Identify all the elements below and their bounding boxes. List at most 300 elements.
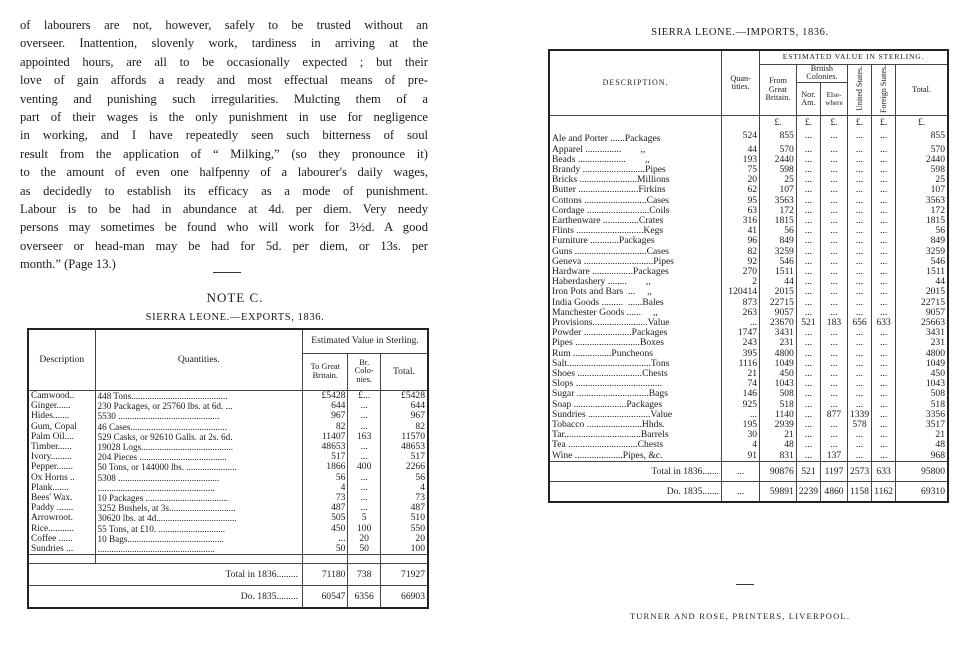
paragraph-line: of labourers are not, however, safely to be trusted without an [20,18,428,32]
import-total-united-states: 1158 [847,481,871,502]
import-value-foreign-states: ... [872,185,896,195]
import-value-united-states: ... [847,216,871,226]
import-value-nor-am: ... [796,216,820,226]
table-row [549,430,948,440]
import-value-total: 3356 [896,410,948,420]
import-description: Apparel ............... ,, [549,145,722,155]
export-quantities: 3252 Bushels, at 3s............................. [95,503,303,513]
import-description: Tea .............................Chests [549,440,722,450]
import-value-total: 21 [896,430,948,440]
import-value-great-britain: 9057 [760,308,797,318]
import-value-elsewhere: ... [821,216,848,226]
export-value-colonies: ... [348,422,380,432]
export-value-great-britain: 4 [303,483,348,493]
import-description: Salt...................................Tons [549,359,722,369]
import-value-nor-am: ... [796,206,820,216]
import-quantity: 96 [722,236,760,246]
import-value-foreign-states: ... [872,349,896,359]
import-value-united-states: ... [847,247,871,257]
paragraph-line: love of gain affords a ready and most effectual means of pre- [20,73,428,88]
import-total-nor-am: 2239 [796,481,820,502]
export-description: Ivory......... [28,452,95,462]
import-description: Sugar ..............................Bags [549,389,722,399]
import-value-elsewhere: ... [821,236,848,246]
import-total-total: 69310 [896,481,948,502]
import-total-total: 95800 [896,461,948,481]
export-description: Gum, Copal [28,422,95,432]
import-value-nor-am: ... [796,440,820,450]
import-quantity: 91 [722,451,760,462]
import-value-foreign-states: ... [872,420,896,430]
table-row [549,175,948,185]
export-value-colonies: 5 [348,513,380,523]
import-description: Iron Pots and Bars ... ,, [549,287,722,297]
import-description: Tar................................Barrels [549,430,722,440]
exports-header-description: Description [28,329,95,391]
export-description: Coffee ...... [28,534,95,544]
import-value-great-britain: 1043 [760,379,797,389]
import-value-foreign-states: ... [872,379,896,389]
import-quantity: ... [722,318,760,328]
table-row [549,338,948,348]
paragraph-line: in working, and I have repeatedly seen such bitterness of soul [20,128,428,143]
import-value-foreign-states: ... [872,236,896,246]
table-row [549,318,948,328]
export-value-great-britain: £5428 [303,391,348,402]
import-value-united-states: ... [847,400,871,410]
import-value-foreign-states: ... [872,216,896,226]
table-row [549,410,948,420]
import-total-nor-am: 521 [796,461,820,481]
import-value-elsewhere: ... [821,185,848,195]
import-quantity: 1747 [722,328,760,338]
import-description: Rum ................Puncheons [549,349,722,359]
import-quantity: 1116 [722,359,760,369]
export-quantities: 204 Pieces ...................................... [95,452,303,462]
right-page [500,0,980,645]
body-paragraph [20,16,428,274]
table-row [549,369,948,379]
export-value-total: £5428 [380,391,428,402]
import-value-foreign-states: ... [872,430,896,440]
import-value-nor-am: ... [796,247,820,257]
export-description: Ginger...... [28,401,95,411]
currency-unit: £. [796,116,820,129]
import-value-united-states: ... [847,185,871,195]
import-quantity: ... [722,410,760,420]
paragraph-line: result from the application of “ Milking,” (so they pronounce it) [20,146,428,161]
import-total-quantity: ... [722,481,760,502]
import-value-great-britain: 4800 [760,349,797,359]
import-value-total: 22715 [896,298,948,308]
export-total-great-britain: 60547 [303,586,348,609]
import-value-foreign-states: ... [872,400,896,410]
import-value-great-britain: 107 [760,185,797,195]
import-value-great-britain: 1140 [760,410,797,420]
import-total-foreign-states: 633 [872,461,896,481]
import-value-total: 231 [896,338,948,348]
table-row [28,422,428,432]
export-value-great-britain: 967 [303,411,348,421]
units-row [549,116,948,129]
import-value-foreign-states: ... [872,267,896,277]
export-description: Plank....... [28,483,95,493]
import-value-united-states: ... [847,328,871,338]
import-value-total: 25 [896,175,948,185]
import-quantity: 146 [722,389,760,399]
export-value-total: 48653 [380,442,428,452]
import-value-nor-am: ... [796,196,820,206]
table-row [549,247,948,257]
export-value-great-britain: ... [303,534,348,544]
import-quantity: 63 [722,206,760,216]
import-value-elsewhere: ... [821,277,848,287]
imports-header-foreign-states: Foreign States. [872,64,896,116]
printer-imprint: TURNER AND ROSE, PRINTERS, LIVERPOOL. [629,611,851,621]
import-total-elsewhere: 4860 [821,481,848,502]
export-description: Pepper....... [28,462,95,472]
export-value-colonies: ... [348,473,380,483]
import-value-nor-am: ... [796,185,820,195]
table-row [549,226,948,236]
import-value-united-states: 656 [847,318,871,328]
import-value-foreign-states: ... [872,226,896,236]
import-value-total: 56 [896,226,948,236]
import-quantity: 395 [722,349,760,359]
import-total-foreign-states: 1162 [872,481,896,502]
table-row [28,564,428,586]
paragraph-line: as decidedly to establish its efficacy as a mode of punishment. [20,183,428,198]
paragraph-line: overseer or head-man may be had for 5d. per diem, or 13s. per [20,238,428,253]
export-value-colonies: ... [348,452,380,462]
import-value-nor-am: ... [796,389,820,399]
import-value-great-britain: 172 [760,206,797,216]
currency-unit: £. [847,116,871,129]
paragraph-line: appointed hours, are all to be occasionally expected ; but their [20,54,428,69]
import-value-foreign-states: ... [872,338,896,348]
table-row [549,359,948,369]
table-row [549,206,948,216]
export-quantities: 50 Tons, or 144000 lbs. ...................... [95,462,303,472]
import-description: Hardware .................Packages [549,267,722,277]
import-value-elsewhere: 183 [821,318,848,328]
import-value-total: 3431 [896,328,948,338]
import-value-united-states: ... [847,298,871,308]
import-value-united-states: 578 [847,420,871,430]
import-value-total: 855 [896,128,948,144]
table-row [549,287,948,297]
import-value-nor-am: ... [796,338,820,348]
import-value-foreign-states: ... [872,206,896,216]
import-quantity: 263 [722,308,760,318]
table-row [549,216,948,226]
paragraph-line: persons may sometimes be found who will work for 3½d. A good [20,220,428,235]
table-row [28,401,428,411]
table-row [28,442,428,452]
import-value-nor-am: ... [796,257,820,267]
table-row [549,451,948,462]
table-spacer [28,555,428,564]
import-quantity: 92 [722,257,760,267]
import-value-united-states: ... [847,257,871,267]
import-value-foreign-states: ... [872,287,896,297]
import-value-nor-am: ... [796,165,820,175]
import-value-foreign-states: ... [872,128,896,144]
import-description: Cottons ..........................Cases [549,196,722,206]
import-total-united-states: 2573 [847,461,871,481]
import-value-foreign-states: ... [872,308,896,318]
import-description: Pipes ...........................Boxes [549,338,722,348]
import-value-nor-am: ... [796,349,820,359]
import-value-foreign-states: ... [872,359,896,369]
import-value-united-states: ... [847,206,871,216]
export-value-total: 11570 [380,432,428,442]
imports-header-nor-am: Nor. Am. [796,83,820,116]
imports-caption: SIERRA LEONE.—IMPORTS, 1836. [651,27,829,38]
import-value-nor-am: ... [796,379,820,389]
import-value-total: 849 [896,236,948,246]
currency-unit: £. [872,116,896,129]
import-quantity: 62 [722,185,760,195]
export-value-total: 550 [380,524,428,534]
import-value-great-britain: 1511 [760,267,797,277]
imports-header-united-states: United States. [847,64,871,116]
table-row [28,411,428,421]
import-value-elsewhere: 137 [821,451,848,462]
import-value-foreign-states: ... [872,298,896,308]
export-description: Bees' Wax. [28,493,95,503]
export-value-colonies: ... [348,493,380,503]
import-value-united-states: ... [847,145,871,155]
import-value-total: 4800 [896,349,948,359]
table-row [28,462,428,472]
import-total-great-britain: 90876 [760,461,797,481]
table-row [549,461,948,481]
import-description: Wine ....................Pipes, &c. [549,451,722,462]
import-description: India Goods ......... ......Bales [549,298,722,308]
import-value-united-states: ... [847,236,871,246]
table-row [549,257,948,267]
currency-unit: £. [760,116,797,129]
export-value-colonies: £... [348,391,380,402]
import-value-great-britain: 21 [760,430,797,440]
import-value-united-states: ... [847,165,871,175]
import-value-united-states: ... [847,277,871,287]
import-value-total: 1511 [896,267,948,277]
export-description: Paddy ....... [28,503,95,513]
import-value-united-states: ... [847,128,871,144]
import-value-great-britain: 855 [760,128,797,144]
import-value-total: 450 [896,369,948,379]
export-quantities: ................................................... [95,483,303,493]
import-value-nor-am: ... [796,175,820,185]
import-value-nor-am: ... [796,328,820,338]
import-value-united-states: 1339 [847,410,871,420]
import-value-elsewhere: ... [821,206,848,216]
import-description: Sundries ..........................Value [549,410,722,420]
table-row [28,503,428,513]
export-total-total: 71927 [380,564,428,586]
export-total-label: Total in 1836......... [28,564,303,586]
export-value-total: 20 [380,534,428,544]
table-row [549,349,948,359]
import-value-total: 1043 [896,379,948,389]
import-value-great-britain: 2939 [760,420,797,430]
import-value-great-britain: 598 [760,165,797,175]
import-value-elsewhere: ... [821,328,848,338]
export-value-great-britain: 56 [303,473,348,483]
import-description: Tobacco .......................Hhds. [549,420,722,430]
import-description: Manchester Goods ...... ,, [549,308,722,318]
table-row [28,391,428,402]
import-quantity: 2 [722,277,760,287]
table-row [549,267,948,277]
export-description: Ox Horns .. [28,473,95,483]
import-quantity: 243 [722,338,760,348]
import-value-total: 968 [896,451,948,462]
import-total-great-britain: 59891 [760,481,797,502]
export-value-colonies: 100 [348,524,380,534]
import-value-elsewhere: ... [821,196,848,206]
export-value-great-britain: 505 [303,513,348,523]
import-total-label: Do. 1835....... [549,481,722,502]
import-value-united-states: ... [847,338,871,348]
table-row [28,586,428,609]
import-value-great-britain: 2015 [760,287,797,297]
import-value-united-states: ... [847,430,871,440]
import-value-nor-am: ... [796,369,820,379]
import-value-united-states: ... [847,369,871,379]
table-row [28,432,428,442]
import-value-great-britain: 1049 [760,359,797,369]
export-value-total: 100 [380,544,428,555]
import-value-elsewhere: ... [821,338,848,348]
import-value-foreign-states: ... [872,440,896,450]
import-value-great-britain: 831 [760,451,797,462]
import-quantity: 193 [722,155,760,165]
exports-caption: SIERRA LEONE.—EXPORTS, 1836. [145,312,325,323]
import-value-great-britain: 546 [760,257,797,267]
import-quantity: 75 [722,165,760,175]
import-quantity: 21 [722,369,760,379]
import-value-united-states: ... [847,175,871,185]
import-value-total: 44 [896,277,948,287]
export-value-great-britain: 11407 [303,432,348,442]
import-value-foreign-states: ... [872,165,896,175]
import-value-foreign-states: ... [872,145,896,155]
import-description: Shoes ...........................Chests [549,369,722,379]
import-value-total: 2015 [896,287,948,297]
currency-unit: £. [821,116,848,129]
export-description: Palm Oil.... [28,432,95,442]
import-description: Butter .........................Firkins [549,185,722,195]
export-description: Sundries ... [28,544,95,555]
import-value-elsewhere: ... [821,369,848,379]
import-value-great-britain: 23670 [760,318,797,328]
import-value-nor-am: ... [796,277,820,287]
export-value-great-britain: 73 [303,493,348,503]
export-value-great-britain: 644 [303,401,348,411]
import-quantity: 30 [722,430,760,440]
import-value-total: 48 [896,440,948,450]
import-value-elsewhere: ... [821,308,848,318]
imports-header-elsewhere: Else- where [821,83,848,116]
export-quantities: ................................................... [95,544,303,555]
import-value-great-britain: 48 [760,440,797,450]
import-description: Cordage ..........................Coils [549,206,722,216]
exports-header-estimated-value: Estimated Value in Sterling. [303,329,428,353]
import-value-elsewhere: ... [821,400,848,410]
import-value-nor-am: ... [796,420,820,430]
export-value-great-britain: 1866 [303,462,348,472]
export-total-total: 66903 [380,586,428,609]
import-value-united-states: ... [847,440,871,450]
import-value-elsewhere: ... [821,389,848,399]
exports-table [27,328,429,609]
import-value-total: 2440 [896,155,948,165]
table-row [549,236,948,246]
table-row [549,298,948,308]
export-description: Arrowroot. [28,513,95,523]
import-value-total: 1049 [896,359,948,369]
import-description: Ale and Porter ......Packages [549,128,722,144]
paragraph-line: to the amount of even one halfpenny of a labourer's daily wages, [20,165,428,180]
import-quantity: 524 [722,128,760,144]
import-value-great-britain: 2440 [760,155,797,165]
import-description: Furniture ............Packages [549,236,722,246]
import-value-elsewhere: ... [821,128,848,144]
imports-header-total: Total. [896,64,948,116]
import-value-total: 9057 [896,308,948,318]
import-value-elsewhere: ... [821,359,848,369]
table-row [549,145,948,155]
imports-header-british-colonies: British Colonies. [796,64,847,83]
import-value-great-britain: 56 [760,226,797,236]
import-value-elsewhere: ... [821,430,848,440]
import-value-united-states: ... [847,267,871,277]
table-row [549,308,948,318]
import-description: Soap ......................Packages [549,400,722,410]
import-value-elsewhere: ... [821,165,848,175]
export-value-total: 73 [380,493,428,503]
export-value-colonies: ... [348,503,380,513]
import-value-total: 3259 [896,247,948,257]
section-rule [213,272,241,273]
export-value-great-britain: 487 [303,503,348,513]
export-description: Timber...... [28,442,95,452]
export-quantities: 5530 ............................................ [95,411,303,421]
import-value-total: 3563 [896,196,948,206]
import-value-great-britain: 508 [760,389,797,399]
import-value-great-britain: 849 [760,236,797,246]
export-total-label: Do. 1835......... [28,586,303,609]
import-description: Guns ..............................Cases [549,247,722,257]
import-quantity: 120414 [722,287,760,297]
import-value-united-states: ... [847,389,871,399]
import-value-united-states: ... [847,155,871,165]
import-value-total: 1815 [896,216,948,226]
export-value-great-britain: 50 [303,544,348,555]
export-value-colonies: ... [348,411,380,421]
export-total-colonies: 738 [348,564,380,586]
import-value-elsewhere: ... [821,226,848,236]
exports-header-great-britain: To Great Britain. [303,353,348,390]
import-value-elsewhere: ... [821,247,848,257]
table-row [549,481,948,502]
import-quantity: 270 [722,267,760,277]
table-row [28,544,428,555]
table-row [549,185,948,195]
